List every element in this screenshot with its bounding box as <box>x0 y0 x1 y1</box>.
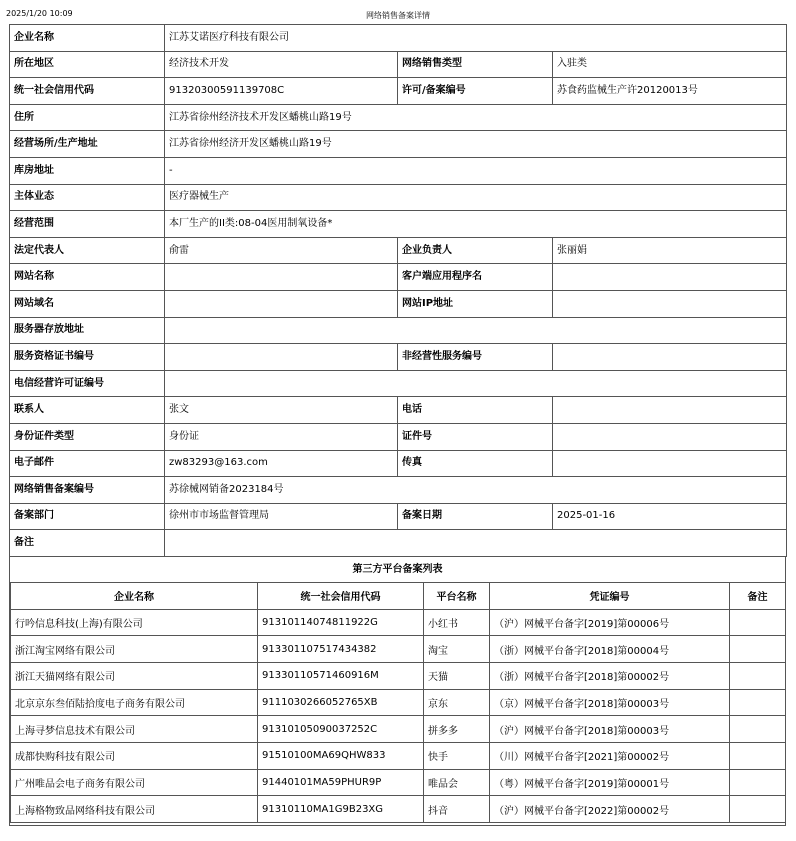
cell-certificate: （浙）网械平台备字[2018]第00004号 <box>490 636 730 663</box>
label-credit-code: 统一社会信用代码 <box>10 78 165 105</box>
value-department: 徐州市市场监督管理局 <box>165 503 398 530</box>
value-service-cert <box>165 344 398 371</box>
label-company: 企业名称 <box>10 25 165 52</box>
value-legal-rep: 俞雷 <box>165 237 398 264</box>
cell-remark <box>730 716 786 743</box>
value-credit-code: 91320300591139708C <box>165 78 398 105</box>
label-non-profit: 非经营性服务编号 <box>398 344 553 371</box>
cell-remark <box>730 769 786 796</box>
value-phone <box>553 397 787 424</box>
cell-company: 成都快购科技有限公司 <box>11 743 258 770</box>
cell-company: 广州唯品会电子商务有限公司 <box>11 769 258 796</box>
value-non-profit <box>553 344 787 371</box>
value-sales-type: 入驻类 <box>553 51 787 78</box>
value-server-address <box>165 317 787 344</box>
cell-platform: 小红书 <box>424 609 490 636</box>
cell-credit-code: 91440101MA59PHUR9P <box>258 769 424 796</box>
row-contact <box>10 397 787 424</box>
label-id-type: 身份证件类型 <box>10 423 165 450</box>
cell-platform: 唯品会 <box>424 769 490 796</box>
cell-credit-code: 913301107517434382 <box>258 636 424 663</box>
value-region: 经济技术开发 <box>165 51 398 78</box>
row-residence <box>10 104 787 131</box>
cell-remark <box>730 609 786 636</box>
value-filing-number: 苏徐械网销备2023184号 <box>165 477 787 504</box>
cell-certificate: （沪）网械平台备字[2018]第00003号 <box>490 716 730 743</box>
cell-company: 浙江淘宝网络有限公司 <box>11 636 258 663</box>
value-business-address: 江苏省徐州经济开发区蟠桃山路19号 <box>165 131 787 158</box>
table-row <box>11 662 786 689</box>
row-company <box>10 25 787 52</box>
value-site-name <box>165 264 398 291</box>
cell-company: 行吟信息科技(上海)有限公司 <box>11 609 258 636</box>
table-header-row <box>11 582 786 609</box>
info-table <box>9 24 787 557</box>
label-filing-number: 网络销售备案编号 <box>10 477 165 504</box>
value-remark <box>165 530 787 557</box>
label-site-name: 网站名称 <box>10 264 165 291</box>
print-timestamp: 2025/1/20 10:09 <box>6 9 73 18</box>
cell-company: 浙江天猫网络有限公司 <box>11 662 258 689</box>
label-warehouse: 库房地址 <box>10 157 165 184</box>
label-id-number: 证件号 <box>398 423 553 450</box>
label-business-address: 经营场所/生产地址 <box>10 131 165 158</box>
row-server-address <box>10 317 787 344</box>
cell-certificate: （川）网械平台备字[2021]第00002号 <box>490 743 730 770</box>
value-warehouse: - <box>165 157 787 184</box>
third-party-title: 第三方平台备案列表 <box>352 563 443 575</box>
table-row <box>11 636 786 663</box>
label-ip: 网站IP地址 <box>398 290 553 317</box>
cell-credit-code: 9131010509003​7252C <box>258 716 424 743</box>
row-filing-number <box>10 477 787 504</box>
third-party-table <box>10 582 786 823</box>
cell-remark <box>730 796 786 823</box>
filing-detail <box>9 24 786 826</box>
label-license: 许可/备案编号 <box>398 78 553 105</box>
label-server-address: 服务器存放地址 <box>10 317 165 344</box>
row-entity-type <box>10 184 787 211</box>
col-header-certificate: 凭证编号 <box>490 582 730 609</box>
value-ip <box>553 290 787 317</box>
value-id-type: 身份证 <box>165 423 398 450</box>
label-region: 所在地区 <box>10 51 165 78</box>
row-region <box>10 51 787 78</box>
cell-remark <box>730 636 786 663</box>
col-header-credit-code: 统一社会信用代码 <box>258 582 424 609</box>
label-fax: 传真 <box>398 450 553 477</box>
page-title: 网络销售备案详情 <box>366 11 430 20</box>
table-row <box>11 609 786 636</box>
cell-certificate: （沪）网械平台备字[2022]第00002号 <box>490 796 730 823</box>
cell-remark <box>730 662 786 689</box>
third-party-section <box>9 557 786 826</box>
label-phone: 电话 <box>398 397 553 424</box>
cell-platform: 快手 <box>424 743 490 770</box>
value-entity-type: 医疗器械生产 <box>165 184 787 211</box>
label-telecom-license: 电信经营许可证编号 <box>10 370 165 397</box>
value-fax <box>553 450 787 477</box>
row-legal-rep <box>10 237 787 264</box>
label-email: 电子邮件 <box>10 450 165 477</box>
cell-company: 上海寻梦信息技术有限公司 <box>11 716 258 743</box>
value-client-app <box>553 264 787 291</box>
label-service-cert: 服务资格证书编号 <box>10 344 165 371</box>
cell-credit-code: 91510100MA69QHW833 <box>258 743 424 770</box>
row-domain <box>10 290 787 317</box>
value-email: zw83293@163.com <box>165 450 398 477</box>
label-client-app: 客户端应用程序名 <box>398 264 553 291</box>
label-contact: 联系人 <box>10 397 165 424</box>
row-email <box>10 450 787 477</box>
cell-platform: 淘宝 <box>424 636 490 663</box>
cell-company: 北京京东叁佰陆拾度电子商务有限公司 <box>11 689 258 716</box>
value-filing-date: 2025-01-16 <box>553 503 787 530</box>
cell-platform: 拼多多 <box>424 716 490 743</box>
label-filing-date: 备案日期 <box>398 503 553 530</box>
cell-company: 上海格物致品网络科技有限公司 <box>11 796 258 823</box>
cell-platform: 天猫 <box>424 662 490 689</box>
row-id-type <box>10 423 787 450</box>
label-entity-type: 主体业态 <box>10 184 165 211</box>
value-domain <box>165 290 398 317</box>
cell-certificate: （粤）网械平台备字[2019]第00001号 <box>490 769 730 796</box>
table-row <box>11 716 786 743</box>
row-scope <box>10 211 787 238</box>
label-department: 备案部门 <box>10 503 165 530</box>
cell-platform: 京东 <box>424 689 490 716</box>
value-contact: 张文 <box>165 397 398 424</box>
table-row <box>11 769 786 796</box>
cell-credit-code: 91310110MA1G9B23XG <box>258 796 424 823</box>
row-service-cert <box>10 344 787 371</box>
cell-remark <box>730 689 786 716</box>
label-legal-rep: 法定代表人 <box>10 237 165 264</box>
row-credit-code <box>10 78 787 105</box>
cell-credit-code: 91310114074811922G <box>258 609 424 636</box>
row-site-name <box>10 264 787 291</box>
cell-certificate: （京）网械平台备字[2018]第00003号 <box>490 689 730 716</box>
row-warehouse <box>10 157 787 184</box>
row-department <box>10 503 787 530</box>
label-sales-type: 网络销售类型 <box>398 51 553 78</box>
value-principal: 张丽娟 <box>553 237 787 264</box>
value-scope: 本厂生产的II类:08-04医用制氧设备* <box>165 211 787 238</box>
row-telecom-license <box>10 370 787 397</box>
col-header-platform: 平台名称 <box>424 582 490 609</box>
label-scope: 经营范围 <box>10 211 165 238</box>
cell-credit-code: 9133011057146091​6M <box>258 662 424 689</box>
cell-credit-code: 911103026605276​5XB <box>258 689 424 716</box>
value-residence: 江苏省徐州经济技术开发区蟠桃山路19号 <box>165 104 787 131</box>
value-license: 苏食药监械生产许20120013号 <box>553 78 787 105</box>
table-row <box>11 689 786 716</box>
label-principal: 企业负责人 <box>398 237 553 264</box>
row-business-address <box>10 131 787 158</box>
row-remark <box>10 530 787 557</box>
col-header-company: 企业名称 <box>11 582 258 609</box>
value-company: 江苏艾诺医疗科技有限公司 <box>165 25 787 52</box>
value-id-number <box>553 423 787 450</box>
value-telecom-license <box>165 370 787 397</box>
cell-certificate: （浙）网械平台备字[2018]第00002号 <box>490 662 730 689</box>
col-header-remark: 备注 <box>730 582 786 609</box>
cell-remark <box>730 743 786 770</box>
table-row <box>11 743 786 770</box>
cell-certificate: （沪）网械平台备字[2019]第00006号 <box>490 609 730 636</box>
table-row <box>11 796 786 823</box>
label-remark: 备注 <box>10 530 165 557</box>
label-residence: 住所 <box>10 104 165 131</box>
cell-platform: 抖音 <box>424 796 490 823</box>
label-domain: 网站域名 <box>10 290 165 317</box>
